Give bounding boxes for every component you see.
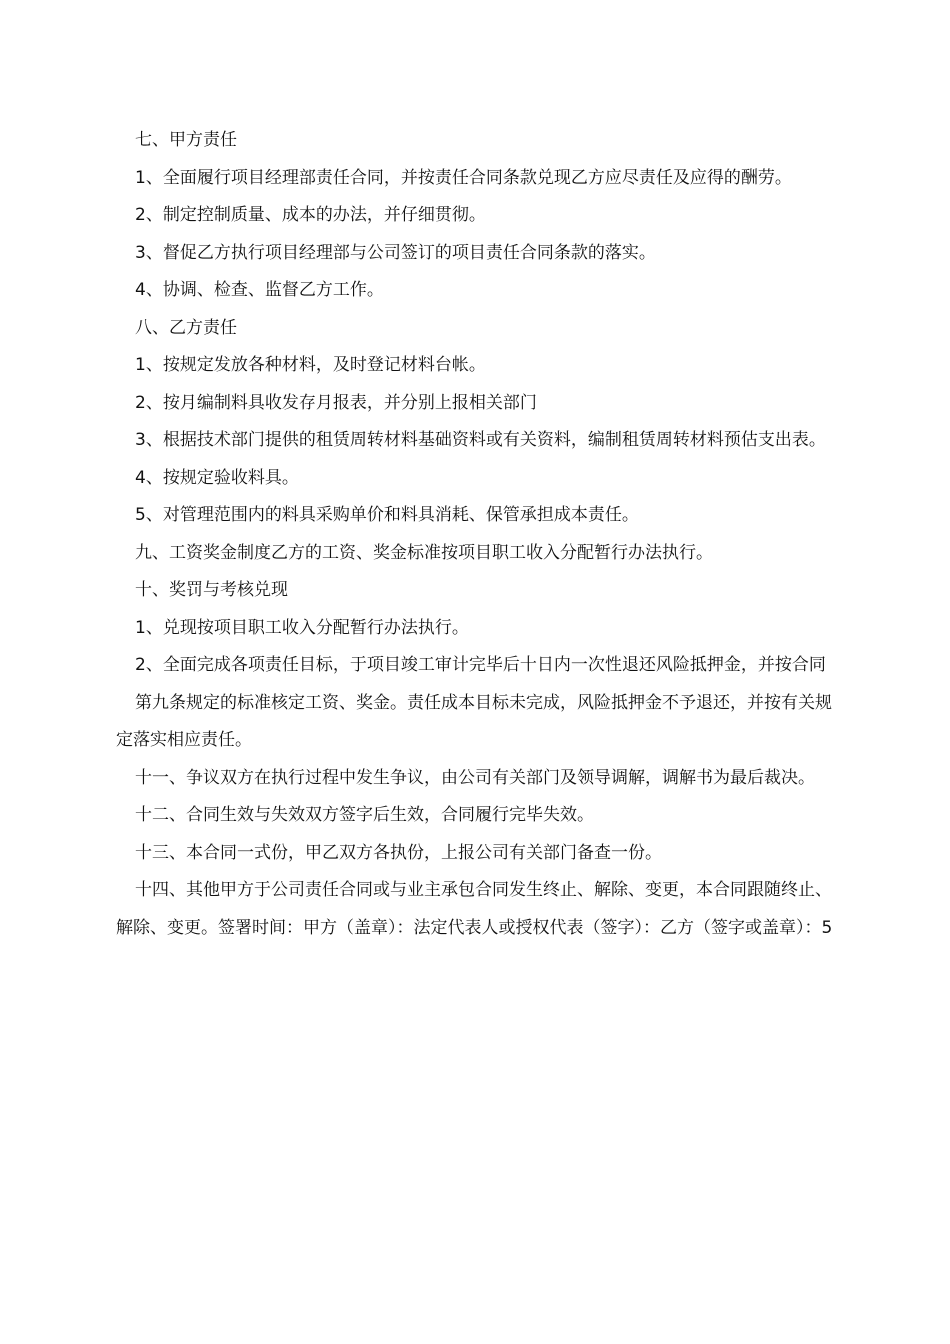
paragraph: 2、制定控制质量、成本的办法，并仔细贯彻。 [135, 205, 486, 225]
section-copies: 十三、本合同一式份，甲乙双方各执份，上报公司有关部门备查一份。 [135, 842, 662, 863]
paragraph: 5、对管理范围内的料具采购单价和料具消耗、保管承担成本责任。 [135, 505, 639, 525]
section-wage-bonus: 九、工资奖金制度乙方的工资、奖金标准按项目职工收入分配暂行办法执行。 [135, 542, 713, 563]
paragraph: 1、按规定发放各种材料，及时登记材料台帐。 [135, 355, 486, 375]
paragraph: 2、按月编制料具收发存月报表，并分别上报相关部门 [135, 392, 537, 413]
paragraph: 3、督促乙方执行项目经理部与公司签订的项目责任合同条款的落实。 [135, 242, 656, 263]
paragraph: 4、按规定验收料具。 [135, 467, 299, 488]
paragraph: 4、协调、检查、监督乙方工作。 [135, 280, 384, 300]
paragraph: 1、全面履行项目经理部责任合同，并按责任合同条款兑现乙方应尽责任及应得的酬劳。 [135, 167, 792, 188]
section-disputes: 十一、争议双方在执行过程中发生争议，由公司有关部门及领导调解，调解书为最后裁决。 [135, 767, 815, 788]
paragraph: 第九条规定的标准核定工资、奖金。责任成本目标未完成，风险抵押金不予退还，并按有关规定落实相应责任。 [116, 692, 832, 750]
section-heading-party-a-duties: 七、甲方责任 [135, 130, 237, 150]
paragraph: 3、根据技术部门提供的租赁周转材料基础资料或有关资料，编制租赁周转材料预估支出表。 [135, 430, 826, 450]
document-body [116, 122, 838, 947]
paragraph: 1、兑现按项目职工收入分配暂行办法执行。 [135, 617, 469, 638]
section-heading-rewards: 十、奖罚与考核兑现 [135, 580, 288, 600]
paragraph: 2、全面完成各项责任目标，于项目竣工审计完毕后十日内一次性退还风险抵押金，并按合同 [135, 655, 826, 675]
section-effectiveness: 十二、合同生效与失效双方签字后生效，合同履行完毕失效。 [135, 805, 594, 825]
section-other-signatures: 十四、其他甲方于公司责任合同或与业主承包合同发生终止、解除、变更，本合同跟随终止、解除、变更。签署时间：甲方（盖章）：法定代表人或授权代表（签字）：乙方（签字或盖章）：5 [116, 880, 833, 938]
section-heading-party-b-duties: 八、乙方责任 [135, 317, 237, 338]
